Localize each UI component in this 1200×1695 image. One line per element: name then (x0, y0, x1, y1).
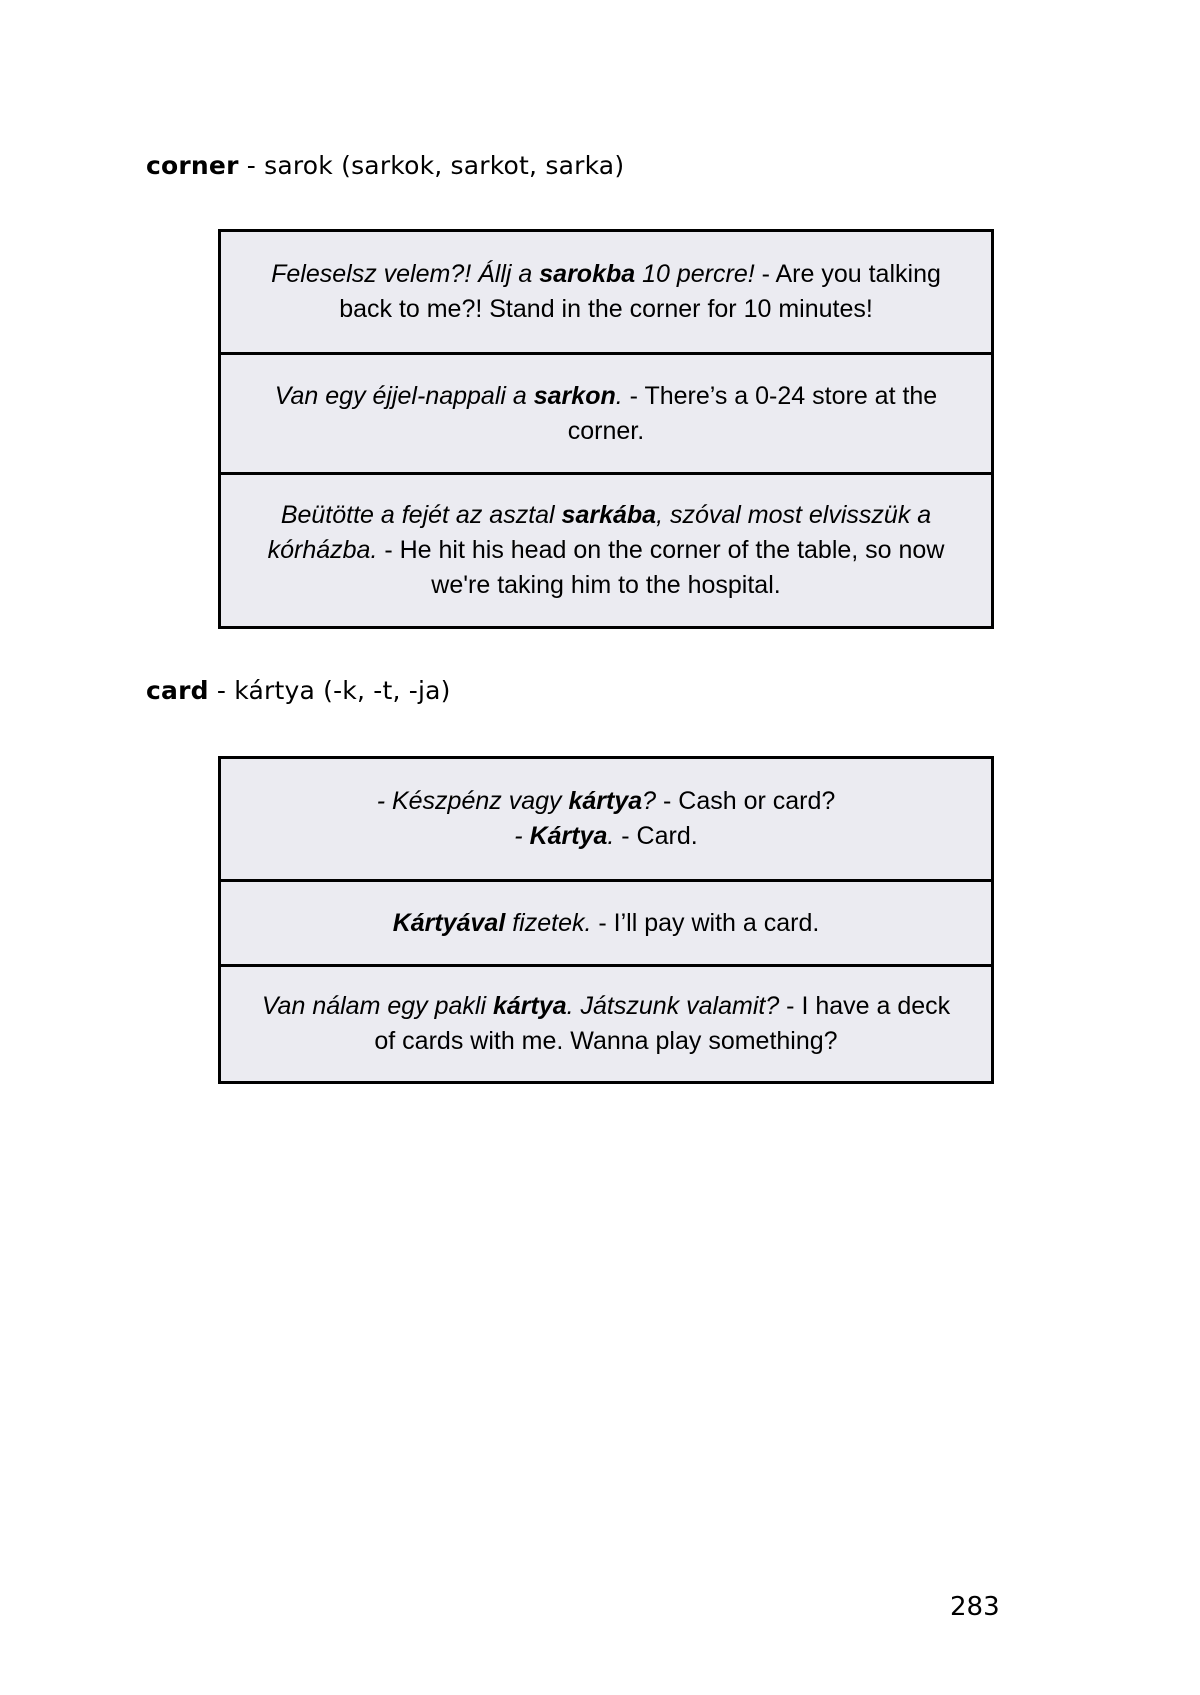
keyword: kártya (492, 992, 567, 1020)
example-line (377, 784, 836, 819)
keyword: Kártyával (392, 908, 506, 937)
hungarian-text: . (607, 822, 615, 850)
example-row (221, 352, 991, 472)
example-line (271, 257, 941, 292)
english-translation: back to me?! Stand in the corner for 10 minutes! (339, 295, 873, 323)
hungarian-text: ? (642, 787, 657, 815)
example-line (268, 498, 945, 533)
english-translation: - He hit his head on the corner of the table, so now (377, 536, 945, 564)
hungarian-text: Van nálam egy pakli (261, 992, 493, 1020)
example-line (275, 379, 937, 414)
example-line (275, 414, 937, 449)
hungarian-text: Van egy éjjel-nappali a (274, 381, 534, 410)
hungarian-text: 10 percre! (635, 260, 755, 288)
definition: - kártya (-k, -t, -ja) (208, 676, 451, 705)
hungarian-text: Feleselsz velem?! Állj a (271, 260, 540, 288)
entry-heading-corner (146, 151, 624, 180)
english-translation: - There’s a 0-24 store at the (622, 381, 938, 410)
example-text (275, 379, 937, 449)
keyword: sarkába (561, 501, 657, 529)
example-line (393, 906, 820, 941)
keyword: kártya (568, 787, 643, 815)
example-line (268, 568, 945, 603)
english-translation: - I’ll pay with a card. (591, 908, 820, 937)
hungarian-text: . (615, 381, 623, 410)
example-text (393, 906, 820, 941)
example-row (221, 472, 991, 626)
hungarian-text: - (514, 822, 530, 850)
english-translation: - I have a deck (779, 992, 951, 1020)
example-text (271, 257, 941, 327)
example-row (221, 232, 991, 352)
examples-box-corner (218, 229, 994, 629)
example-text (262, 989, 950, 1059)
example-text (268, 498, 945, 603)
keyword: Kártya (529, 822, 608, 850)
headword: corner (146, 151, 239, 180)
english-translation: - Card. (614, 822, 698, 850)
english-translation: - Are you talking (754, 260, 941, 288)
example-line (377, 819, 836, 854)
example-row (221, 879, 991, 964)
example-line (262, 1024, 950, 1059)
example-row (221, 964, 991, 1081)
keyword: sarkon (533, 381, 616, 410)
hungarian-text: kórházba. (267, 536, 378, 564)
hungarian-text: fizetek. (505, 908, 592, 937)
english-translation: corner. (567, 416, 645, 445)
entry-heading-card (146, 676, 451, 705)
english-translation: of cards with me. Wanna play something? (374, 1027, 838, 1055)
page-number: 283 (950, 1592, 1000, 1622)
hungarian-text: - Készpénz vagy (376, 787, 569, 815)
example-line (271, 292, 941, 327)
headword: card (146, 676, 209, 705)
hungarian-text: , szóval most elvisszük a (656, 501, 932, 529)
english-translation: we're taking him to the hospital. (431, 571, 781, 599)
keyword: sarokba (539, 260, 636, 288)
english-translation: - Cash or card? (656, 787, 836, 815)
example-row (221, 759, 991, 879)
definition: - sarok (sarkok, sarkot, sarka) (238, 151, 625, 180)
examples-box-card (218, 756, 994, 1084)
example-line (262, 989, 950, 1024)
example-text (377, 784, 836, 854)
example-line (268, 533, 945, 568)
hungarian-text: Beütötte a fejét az asztal (280, 501, 562, 529)
hungarian-text: . Játszunk valamit? (566, 992, 780, 1020)
